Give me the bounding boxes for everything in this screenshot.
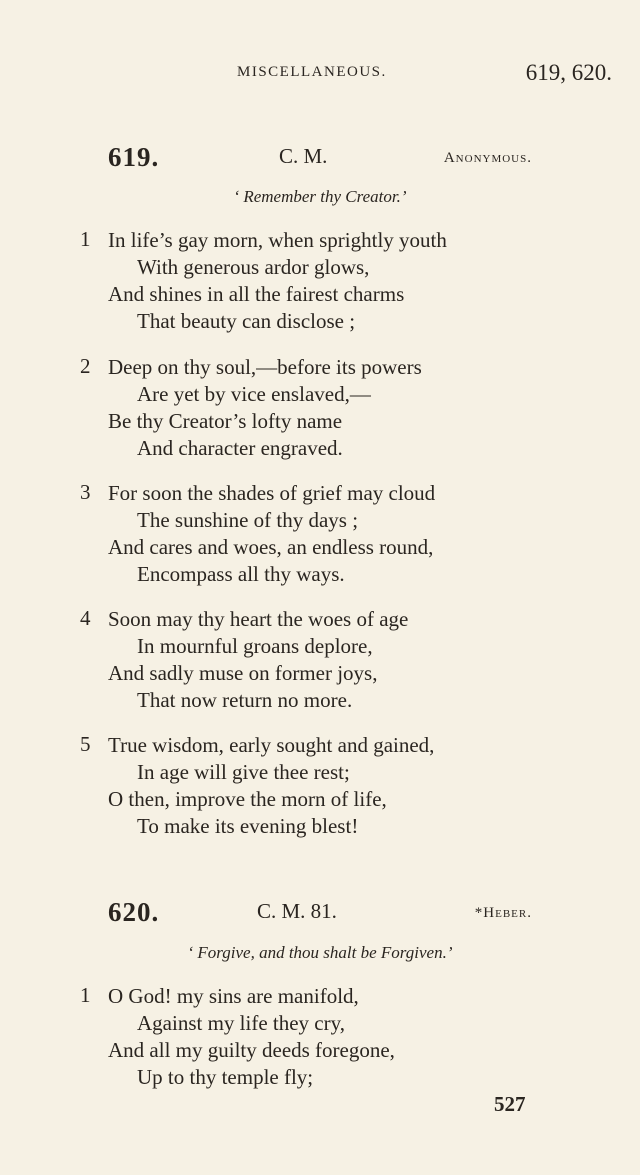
verse-line: Are yet by vice enslaved,— <box>137 382 371 406</box>
hymn-epigraph: ‘ Remember thy Creator.’ <box>233 187 407 206</box>
verse-line: With generous ardor glows, <box>137 255 370 279</box>
verse-number: 5 <box>80 732 91 756</box>
running-head <box>0 60 640 90</box>
verse-line: The sunshine of thy days ; <box>137 508 359 532</box>
verse-number: 4 <box>80 606 91 630</box>
hymn-number: 620. <box>108 897 160 927</box>
verse-line: That beauty can disclose ; <box>137 309 356 333</box>
verse-line: Soon may thy heart the woes of age <box>108 607 409 631</box>
hymn-meter: C. M. 81. <box>257 899 337 923</box>
verse-line: True wisdom, early sought and gained, <box>108 733 435 757</box>
running-hymn-numbers: 619, 620. <box>525 60 612 85</box>
verse-line: In life’s gay morn, when sprightly youth <box>108 228 447 252</box>
verse-line: And cares and woes, an endless round, <box>108 535 434 559</box>
verse-line: O God! my sins are manifold, <box>108 984 359 1008</box>
verse-line: Against my life they cry, <box>137 1011 346 1035</box>
hymn-epigraph: ‘ Forgive, and thou shalt be Forgiven.’ <box>187 943 453 962</box>
running-title: MISCELLANEOUS. <box>237 64 387 80</box>
verse-line: Be thy Creator’s lofty name <box>108 409 343 433</box>
verse-number: 3 <box>80 480 91 504</box>
verse-line: In mournful groans deplore, <box>137 634 373 658</box>
verse-line: To make its evening blest! <box>137 814 359 838</box>
verse-number: 2 <box>80 354 91 378</box>
page-number: 527 <box>494 1092 526 1116</box>
verse-line: And all my guilty deeds foregone, <box>108 1038 395 1062</box>
verse-line: Up to thy temple fly; <box>137 1065 314 1089</box>
verse-line: And shines in all the fairest charms <box>108 282 405 306</box>
hymn-number: 619. <box>108 142 160 172</box>
verse-number: 1 <box>80 227 91 251</box>
verse-number: 1 <box>80 983 91 1007</box>
verse-line: And character engraved. <box>137 436 343 460</box>
verse-line: O then, improve the morn of life, <box>108 787 387 811</box>
hymn-author: Anonymous. <box>443 150 532 166</box>
hymn-author: *Heber. <box>474 905 532 921</box>
hymn-header <box>0 897 640 931</box>
verse-line: That now return no more. <box>137 688 353 712</box>
hymn-meter: C. M. <box>279 144 328 168</box>
verse-line: Deep on thy soul,—before its powers <box>108 355 422 379</box>
hymn-header <box>0 142 640 176</box>
verse-line: And sadly muse on former joys, <box>108 661 378 685</box>
verse-line: In age will give thee rest; <box>137 760 350 784</box>
verse-line: Encompass all thy ways. <box>137 562 345 586</box>
verse-line: For soon the shades of grief may cloud <box>108 481 436 505</box>
